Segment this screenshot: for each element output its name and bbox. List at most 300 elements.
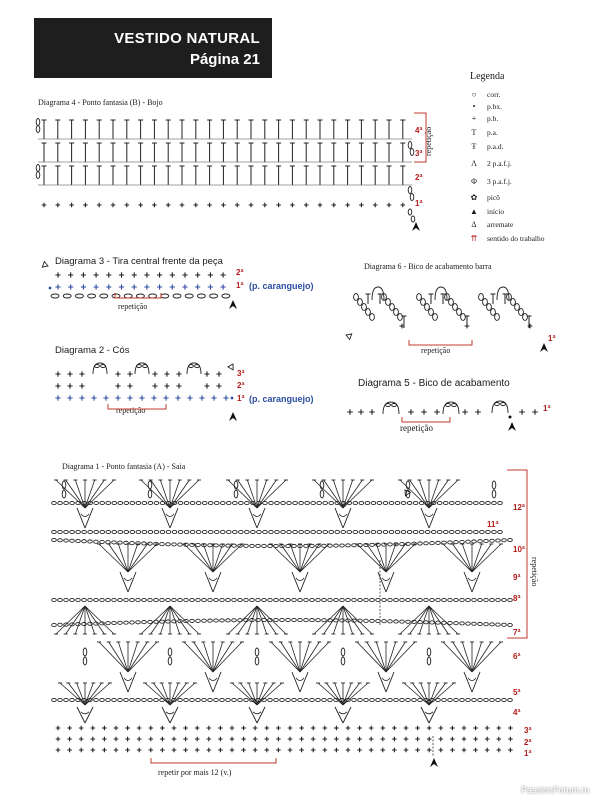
d1-row-number: 7ª xyxy=(513,628,521,637)
single-crochet-icon xyxy=(462,726,467,731)
chain-icon xyxy=(359,501,364,504)
single-crochet-icon xyxy=(170,272,175,277)
chain-icon xyxy=(341,648,345,656)
d3-row-1: 1ª xyxy=(236,281,244,290)
v-stitch-line xyxy=(300,672,308,692)
chain-icon xyxy=(401,530,406,533)
chain-icon xyxy=(70,539,75,542)
single-crochet-icon xyxy=(408,409,414,415)
cluster-icon xyxy=(253,712,261,714)
chain-icon xyxy=(498,501,503,504)
chain-icon xyxy=(496,598,501,601)
cluster-icon xyxy=(296,678,304,681)
single-crochet-icon xyxy=(114,737,119,742)
double-crochet-icon xyxy=(69,120,74,139)
shell-stitch-line xyxy=(99,642,128,672)
chain-icon xyxy=(449,299,454,306)
v-stitch-line xyxy=(421,707,429,723)
chain-icon xyxy=(382,620,387,623)
v-stitch-line xyxy=(378,672,386,692)
single-crochet-icon xyxy=(288,748,293,753)
chain-icon xyxy=(383,530,388,533)
chain-icon xyxy=(353,530,358,533)
chain-icon xyxy=(208,544,213,547)
single-crochet-icon xyxy=(249,203,254,208)
single-crochet-icon xyxy=(230,726,235,731)
chain-icon xyxy=(214,698,219,701)
chain-icon xyxy=(490,623,495,626)
legend-label: p.a. xyxy=(487,128,498,137)
chain-icon xyxy=(322,544,327,547)
chain-icon xyxy=(106,598,111,601)
double-crochet-icon xyxy=(235,120,240,139)
chain-icon xyxy=(268,698,273,701)
chain-icon xyxy=(413,530,418,533)
chain-icon xyxy=(358,698,363,701)
chain-icon xyxy=(263,501,268,504)
v-stitch-line xyxy=(386,672,394,692)
shell-stitch-line xyxy=(300,642,319,672)
chain-icon xyxy=(424,621,429,624)
single-crochet-icon xyxy=(195,284,200,289)
chain-icon xyxy=(395,501,400,504)
chain-icon xyxy=(226,619,231,622)
single-crochet-icon xyxy=(323,726,328,731)
chain-icon xyxy=(293,501,298,504)
chain-icon xyxy=(495,403,500,406)
single-crochet-icon xyxy=(450,748,455,753)
chain-icon xyxy=(359,530,364,533)
chain-icon xyxy=(508,623,513,626)
chain-icon xyxy=(62,490,66,498)
d1-row-number: 1ª xyxy=(524,749,532,758)
d5-repeat-label: repetição xyxy=(400,423,433,433)
chain-icon xyxy=(124,501,129,504)
double-crochet-icon xyxy=(491,294,496,304)
single-crochet-icon xyxy=(204,383,209,388)
chain-icon xyxy=(70,501,75,504)
chain-icon xyxy=(515,304,520,311)
legend-symbol-icon: Ŧ xyxy=(471,142,477,151)
chain-icon xyxy=(370,619,375,622)
single-crochet-icon xyxy=(195,748,200,753)
single-crochet-icon xyxy=(241,737,246,742)
chain-icon xyxy=(64,539,69,542)
chain-icon xyxy=(64,598,69,601)
single-crochet-icon xyxy=(473,748,478,753)
cluster-icon xyxy=(382,678,390,681)
chain-icon xyxy=(136,598,141,601)
single-crochet-icon xyxy=(149,737,154,742)
chain-icon xyxy=(418,620,423,623)
slip-stitch-icon xyxy=(49,287,52,290)
chain-icon xyxy=(185,294,193,298)
chain-icon xyxy=(418,542,423,545)
chain-icon xyxy=(70,598,75,601)
chain-icon xyxy=(377,501,382,504)
single-crochet-icon xyxy=(475,409,481,415)
chain-icon xyxy=(484,539,489,542)
chain-icon xyxy=(460,622,465,625)
chain-icon xyxy=(386,404,391,407)
d5-row-1: 1ª xyxy=(543,404,551,413)
chain-icon xyxy=(149,294,157,298)
chain-icon xyxy=(106,501,111,504)
single-crochet-icon xyxy=(276,726,281,731)
single-crochet-icon xyxy=(55,272,60,277)
shell-stitch-line xyxy=(240,683,257,705)
chain-icon xyxy=(94,501,99,504)
single-crochet-icon xyxy=(137,737,142,742)
shell-stitch-line xyxy=(429,606,458,634)
repeat-bracket xyxy=(409,340,472,345)
single-crochet-icon xyxy=(207,203,212,208)
v-stitch-line xyxy=(421,508,429,528)
chain-icon xyxy=(466,540,471,543)
single-crochet-icon xyxy=(401,203,406,208)
shell-stitch-line xyxy=(343,683,360,705)
shell-stitch-line xyxy=(85,606,104,634)
chain-icon xyxy=(106,622,111,625)
chain-icon xyxy=(52,623,57,626)
d1-repeat-label: repetição xyxy=(530,557,539,587)
chain-icon xyxy=(95,365,100,368)
single-crochet-icon xyxy=(138,203,143,208)
chain-icon xyxy=(166,598,171,601)
chain-icon xyxy=(364,698,369,701)
chain-icon xyxy=(75,294,83,298)
chain-icon xyxy=(442,698,447,701)
single-crochet-icon xyxy=(346,726,351,731)
chain-icon xyxy=(130,621,135,624)
single-crochet-icon xyxy=(241,748,246,753)
chain-icon xyxy=(36,165,40,172)
chain-icon xyxy=(190,698,195,701)
chain-icon xyxy=(310,698,315,701)
single-crochet-icon xyxy=(508,748,513,753)
d1-row-number: 6ª xyxy=(513,652,521,661)
chain-icon xyxy=(370,314,375,321)
legend-title: Legenda xyxy=(470,71,505,82)
repeat-bracket xyxy=(402,417,450,422)
single-crochet-icon xyxy=(69,203,74,208)
chain-icon xyxy=(429,309,434,316)
chain-icon xyxy=(365,530,370,533)
shell-stitch-line xyxy=(400,480,429,508)
double-crochet-icon xyxy=(331,143,336,162)
chain-icon xyxy=(407,501,412,504)
chain-icon xyxy=(353,501,358,504)
chain-icon xyxy=(70,530,75,533)
chain-icon xyxy=(292,544,297,547)
single-crochet-icon xyxy=(183,726,188,731)
diagram1-title: Diagrama 1 - Ponto fantasia (A) - Saia xyxy=(62,462,186,471)
legend-symbol-icon: Φ xyxy=(471,177,477,186)
chain-icon xyxy=(257,530,262,533)
single-crochet-icon xyxy=(369,748,374,753)
double-crochet-icon xyxy=(262,120,267,139)
chain-icon xyxy=(424,542,429,545)
single-crochet-icon xyxy=(157,272,162,277)
chain-icon xyxy=(323,501,328,504)
chain-icon xyxy=(274,618,279,621)
single-crochet-icon xyxy=(83,203,88,208)
chain-icon xyxy=(407,530,412,533)
chain-icon xyxy=(226,698,231,701)
chain-icon xyxy=(442,598,447,601)
cluster-icon xyxy=(209,578,217,581)
shell-stitch-line xyxy=(386,642,405,672)
single-crochet-icon xyxy=(91,748,96,753)
legend-symbol-icon: ▲ xyxy=(470,207,478,216)
chain-icon xyxy=(299,530,304,533)
single-crochet-icon xyxy=(204,371,209,376)
chain-icon xyxy=(214,598,219,601)
single-crochet-icon xyxy=(218,726,223,731)
single-crochet-icon xyxy=(182,272,187,277)
double-crochet-icon xyxy=(290,166,295,185)
single-crochet-icon xyxy=(207,748,212,753)
single-crochet-icon xyxy=(528,324,533,329)
double-crochet-icon xyxy=(152,143,157,162)
double-crochet-icon xyxy=(387,120,392,139)
start-arrow-icon xyxy=(540,343,548,352)
chain-icon xyxy=(329,530,334,533)
shell-stitch-line xyxy=(367,642,386,672)
double-crochet-icon xyxy=(138,120,143,139)
single-crochet-icon xyxy=(485,748,490,753)
double-crochet-icon xyxy=(359,166,364,185)
single-crochet-icon xyxy=(79,371,84,376)
single-crochet-icon xyxy=(170,284,175,289)
single-crochet-icon xyxy=(392,748,397,753)
single-crochet-icon xyxy=(127,383,132,388)
chain-icon xyxy=(280,698,285,701)
chain-icon xyxy=(468,530,473,533)
chain-icon xyxy=(220,598,225,601)
chain-icon xyxy=(390,304,395,311)
d2-crab-note: (p. caranguejo) xyxy=(249,394,314,404)
legend-symbol-icon: + xyxy=(471,114,477,123)
chain-icon xyxy=(82,530,87,533)
double-crochet-icon xyxy=(42,143,47,162)
chain-icon xyxy=(82,622,87,625)
chain-icon xyxy=(190,619,195,622)
double-crochet-icon xyxy=(111,120,116,139)
single-crochet-icon xyxy=(357,726,362,731)
double-crochet-icon xyxy=(400,143,405,162)
chain-icon xyxy=(112,294,120,298)
single-crochet-icon xyxy=(81,284,86,289)
single-crochet-icon xyxy=(137,726,142,731)
chain-icon xyxy=(136,501,141,504)
chain-icon xyxy=(232,598,237,601)
chain-icon xyxy=(334,619,339,622)
chain-icon xyxy=(496,698,501,701)
chain-icon xyxy=(148,501,153,504)
chain-icon xyxy=(408,187,412,194)
double-crochet-icon xyxy=(400,166,405,185)
chain-icon xyxy=(328,698,333,701)
cluster-icon xyxy=(253,514,261,517)
diagram3-title: Diagrama 3 - Tira central frente da peça xyxy=(55,256,223,267)
chain-icon xyxy=(389,530,394,533)
chain-icon xyxy=(490,539,495,542)
chain-icon xyxy=(511,299,516,306)
single-crochet-icon xyxy=(67,737,72,742)
chain-icon xyxy=(268,598,273,601)
double-crochet-icon xyxy=(373,143,378,162)
single-crochet-icon xyxy=(195,726,200,731)
single-crochet-icon xyxy=(235,203,240,208)
chain-icon xyxy=(63,294,71,298)
chain-icon xyxy=(436,541,441,544)
chain-icon xyxy=(256,618,261,621)
chain-icon xyxy=(137,365,142,368)
chain-icon xyxy=(142,598,147,601)
chain-icon xyxy=(370,698,375,701)
chain-icon xyxy=(160,620,165,623)
chain-icon xyxy=(202,698,207,701)
single-crochet-icon xyxy=(68,272,73,277)
single-crochet-icon xyxy=(369,726,374,731)
single-crochet-icon xyxy=(94,272,99,277)
single-crochet-icon xyxy=(164,383,169,388)
chain-icon xyxy=(335,530,340,533)
legend-label: 3 p.a.f.j. xyxy=(487,177,512,186)
chain-icon xyxy=(239,530,244,533)
single-crochet-icon xyxy=(42,203,47,208)
chain-icon xyxy=(184,698,189,701)
single-crochet-icon xyxy=(125,726,130,731)
single-crochet-icon xyxy=(114,726,119,731)
cluster-icon xyxy=(425,514,433,517)
diagram4-title: Diagrama 4 - Ponto fantasia (B) - Bojo xyxy=(38,98,163,107)
single-crochet-icon xyxy=(519,409,525,415)
chain-icon xyxy=(406,598,411,601)
single-crochet-icon xyxy=(195,272,200,277)
single-crochet-icon xyxy=(299,737,304,742)
chain-icon xyxy=(112,541,117,544)
chain-icon xyxy=(118,598,123,601)
d1-row-number: 10ª xyxy=(513,545,525,554)
v-stitch-line xyxy=(249,707,257,723)
chain-icon xyxy=(346,598,351,601)
repeat-bracket xyxy=(151,758,276,763)
cluster-icon xyxy=(296,578,304,581)
double-crochet-icon xyxy=(290,120,295,139)
single-crochet-icon xyxy=(160,737,165,742)
shell-stitch-line xyxy=(128,544,147,572)
chain-icon xyxy=(502,598,507,601)
single-crochet-icon xyxy=(381,748,386,753)
double-crochet-icon xyxy=(276,166,281,185)
chain-icon xyxy=(472,598,477,601)
single-crochet-icon xyxy=(172,737,177,742)
chain-icon xyxy=(196,501,201,504)
legend-symbol-icon: T xyxy=(471,128,477,137)
repeat-bracket xyxy=(108,404,166,409)
chain-icon xyxy=(328,544,333,547)
shell-stitch-line xyxy=(85,683,102,705)
single-crochet-icon xyxy=(299,726,304,731)
single-crochet-icon xyxy=(359,203,364,208)
chain-icon xyxy=(244,698,249,701)
v-stitch-line xyxy=(85,707,93,723)
chain-icon xyxy=(388,620,393,623)
chain-icon xyxy=(437,530,442,533)
single-crochet-icon xyxy=(223,395,228,400)
v-stitch-line xyxy=(429,707,437,723)
chain-icon xyxy=(454,698,459,701)
chain-icon xyxy=(421,299,426,306)
single-crochet-icon xyxy=(119,284,124,289)
chain-icon xyxy=(478,540,483,543)
chain-icon xyxy=(364,619,369,622)
chain-icon xyxy=(487,304,492,311)
v-stitch-line xyxy=(335,508,343,528)
single-crochet-icon xyxy=(55,284,60,289)
chain-icon xyxy=(322,698,327,701)
cluster-icon xyxy=(425,712,433,714)
chain-icon xyxy=(88,622,93,625)
chain-icon xyxy=(292,618,297,621)
single-crochet-icon xyxy=(137,748,142,753)
double-crochet-icon xyxy=(42,166,47,185)
d6-repeat-label: repetição xyxy=(421,346,451,355)
chain-icon xyxy=(160,530,165,533)
d1-footer-note: repetir por mais 12 (v.) xyxy=(158,768,232,777)
start-arrow-icon xyxy=(508,422,516,431)
v-stitch-line xyxy=(162,707,170,723)
chain-icon xyxy=(382,598,387,601)
chain-icon xyxy=(400,598,405,601)
chain-icon xyxy=(311,530,316,533)
single-crochet-icon xyxy=(144,272,149,277)
chain-icon xyxy=(502,539,507,542)
shell-stitch-line xyxy=(109,544,128,572)
chain-icon xyxy=(64,501,69,504)
v-stitch-line xyxy=(85,508,93,528)
single-crochet-icon xyxy=(176,383,181,388)
double-crochet-icon xyxy=(235,143,240,162)
single-crochet-icon xyxy=(253,748,258,753)
chain-icon xyxy=(317,501,322,504)
double-crochet-icon xyxy=(304,120,309,139)
chain-icon xyxy=(410,194,414,201)
single-crochet-icon xyxy=(103,395,108,400)
single-crochet-icon xyxy=(373,203,378,208)
chain-icon xyxy=(386,299,391,306)
chain-icon xyxy=(389,501,394,504)
chain-icon xyxy=(413,501,418,504)
shell-stitch-line xyxy=(128,544,157,572)
chain-icon xyxy=(82,540,87,543)
double-crochet-icon xyxy=(193,120,198,139)
chain-icon xyxy=(454,622,459,625)
v-stitch-line xyxy=(213,672,221,692)
chain-icon xyxy=(480,501,485,504)
chain-icon xyxy=(358,598,363,601)
chain-icon xyxy=(474,530,479,533)
single-crochet-icon xyxy=(91,726,96,731)
chain-icon xyxy=(52,598,57,601)
chain-icon xyxy=(136,698,141,701)
chain-icon xyxy=(255,657,259,665)
chain-icon xyxy=(508,538,513,541)
chain-icon xyxy=(36,172,40,179)
single-crochet-icon xyxy=(323,748,328,753)
